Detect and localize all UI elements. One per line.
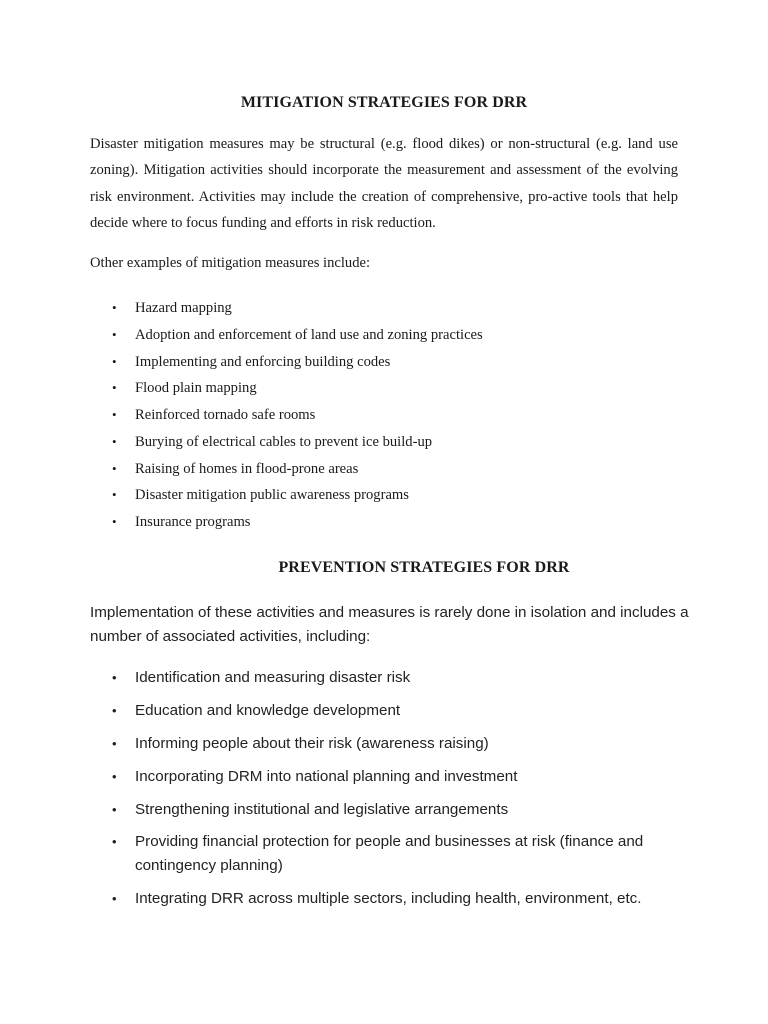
list-item bbox=[90, 295, 680, 322]
list-item-text: Raising of homes in flood-prone areas bbox=[135, 460, 359, 477]
mitigation-paragraph: Disaster mitigation measures may be structural (e.g. flood dikes) or non-structural (e.g. land use zoning). Mitigation activities should incorporate the measurement and assessment of the evolving risk environment. Activities may include the creation of comprehensive, pro-active tools that help decide where to focus funding and efforts in risk reduction. bbox=[90, 136, 678, 231]
prevention-heading: PREVENTION STRATEGIES FOR DRR bbox=[278, 559, 570, 576]
prevention-paragraph: Implementation of these activities and measures is rarely done in isolation and includes a number of associated activities, including: bbox=[90, 604, 689, 645]
list-item bbox=[90, 699, 690, 723]
list-item-text: Disaster mitigation public awareness programs bbox=[135, 487, 409, 504]
list-item-text: Insurance programs bbox=[135, 514, 251, 530]
bullet-icon: • bbox=[112, 487, 117, 503]
list-item-text: Flood plain mapping bbox=[135, 380, 257, 397]
bullet-icon: • bbox=[112, 300, 117, 315]
list-item bbox=[90, 666, 690, 690]
list-item bbox=[90, 429, 680, 456]
mitigation-examples-intro: Other examples of mitigation measures include: bbox=[90, 255, 371, 271]
bullet-icon: • bbox=[112, 834, 117, 850]
list-item-text: Identification and measuring disaster risk bbox=[135, 669, 411, 686]
bullet-icon: • bbox=[112, 380, 117, 396]
list-item bbox=[90, 322, 680, 349]
list-item-text: Providing financial protection for people and businesses at risk (finance and contingency planning) bbox=[135, 833, 644, 874]
list-item bbox=[90, 456, 680, 483]
bullet-icon: • bbox=[112, 433, 117, 449]
bullet-icon: • bbox=[112, 326, 117, 342]
list-item bbox=[90, 798, 690, 822]
mitigation-list bbox=[90, 295, 680, 536]
list-item-text: Incorporating DRM into national planning and investment bbox=[135, 767, 518, 785]
bullet-icon: • bbox=[112, 735, 117, 751]
prevention-list bbox=[90, 666, 690, 920]
list-item-text: Burying of electrical cables to prevent ice build-up bbox=[135, 433, 433, 450]
list-item-text: Education and knowledge development bbox=[135, 701, 401, 719]
bullet-icon: • bbox=[112, 353, 117, 369]
list-item bbox=[90, 482, 680, 509]
list-item bbox=[90, 375, 680, 402]
bullet-icon: • bbox=[112, 801, 117, 817]
list-item bbox=[90, 830, 690, 877]
list-item bbox=[90, 509, 680, 536]
bullet-icon: • bbox=[112, 460, 117, 476]
bullet-icon: • bbox=[112, 890, 117, 906]
list-item-text: Reinforced tornado safe rooms bbox=[135, 407, 316, 423]
list-item bbox=[90, 765, 690, 789]
list-item bbox=[90, 732, 690, 756]
list-item-text: Integrating DRR across multiple sectors, including health, environment, etc. bbox=[135, 889, 642, 907]
list-item bbox=[90, 402, 680, 429]
bullet-icon: • bbox=[112, 407, 117, 422]
list-item-text: Adoption and enforcement of land use and zoning practices bbox=[135, 326, 483, 343]
list-item-text: Implementing and enforcing building codes bbox=[135, 353, 391, 370]
bullet-icon: • bbox=[112, 702, 117, 718]
list-item-text: Informing people about their risk (awareness raising) bbox=[135, 734, 489, 752]
bullet-icon: • bbox=[112, 768, 117, 784]
list-item bbox=[90, 349, 680, 376]
mitigation-heading: MITIGATION STRATEGIES FOR DRR bbox=[240, 94, 528, 111]
list-item-text: Strengthening institutional and legislative arrangements bbox=[135, 800, 509, 818]
list-item-text: Hazard mapping bbox=[135, 300, 232, 316]
list-item bbox=[90, 887, 690, 911]
bullet-icon: • bbox=[112, 514, 117, 529]
bullet-icon: • bbox=[112, 670, 117, 685]
